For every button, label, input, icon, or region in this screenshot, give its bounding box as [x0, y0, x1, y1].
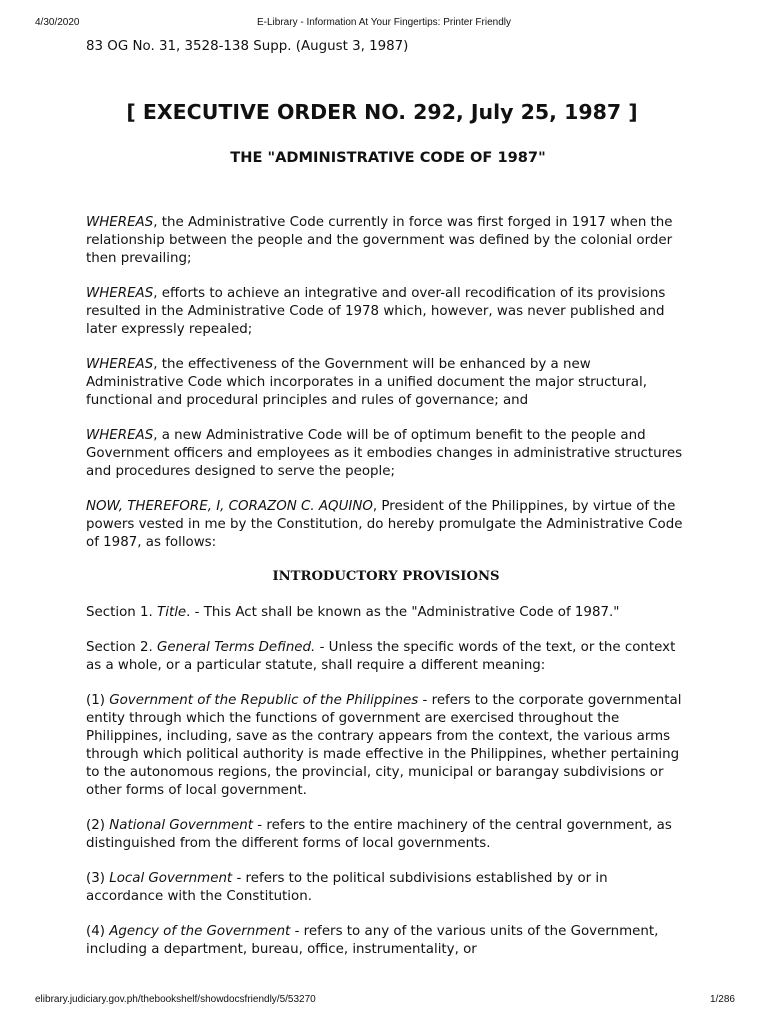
definition-number: (1): [86, 693, 110, 708]
definition-3: [86, 870, 686, 906]
definition-text: - refers to the political subdivisions established by or in accordance with the Constitution.: [86, 871, 608, 904]
definition-term: Local Government: [109, 871, 233, 886]
definition-number: (4): [86, 924, 110, 939]
whereas-lead: WHEREAS: [86, 428, 154, 443]
citation: 83 OG No. 31, 3528-138 Supp. (August 3, 1987): [86, 39, 409, 54]
definition-text: - refers to the entire machinery of the central government, as distinguished from the different forms of local governments.: [86, 818, 672, 851]
section-1: [86, 604, 686, 622]
document-title: [ EXECUTIVE ORDER NO. 292, July 25, 1987 ]: [126, 100, 638, 124]
definition-number: (3): [86, 871, 110, 886]
definition-term: Government of the Republic of the Philippines: [109, 693, 419, 708]
now-therefore-paragraph: [86, 498, 686, 552]
section-prefix: Section 2.: [86, 640, 158, 655]
whereas-text: , a new Administrative Code will be of optimum benefit to the people and Government officers and employees as it embodies changes in administrative structures and procedures designed to serve the people;: [86, 428, 683, 479]
document-subtitle: THE "ADMINISTRATIVE CODE OF 1987": [230, 149, 546, 166]
now-therefore-lead: NOW, THEREFORE, I, CORAZON C. AQUINO: [86, 499, 373, 514]
definition-4: [86, 923, 686, 959]
whereas-text: , the Administrative Code currently in force was first forged in 1917 when the relationship between the people and the government was defined by the colonial order then prevailing;: [86, 215, 673, 266]
section-text: - Unless the specific words of the text, or the context as a whole, or a particular statute, shall require a different meaning:: [86, 640, 676, 673]
whereas-lead: WHEREAS: [86, 357, 154, 372]
print-header-title: E-Library - Information At Your Fingertips: Printer Friendly: [257, 17, 511, 28]
definition-text: - refers to the corporate governmental entity through which the functions of government are exercised throughout the Philippines, including, save as the contrary appears from the context, the various arms through which political authority is made effective in the Philippines, whether pertaining to the autonomous regions, the provincial, city, municipal or barangay subdivisions or other forms of local government.: [86, 693, 682, 798]
whereas-lead: WHEREAS: [86, 286, 154, 301]
whereas-paragraph: [86, 427, 686, 481]
section-term: Title: [157, 605, 187, 620]
print-footer-url: elibrary.judiciary.gov.ph/thebookshelf/showdocsfriendly/5/53270: [35, 994, 316, 1005]
section-term: General Terms Defined.: [157, 640, 316, 655]
section-heading: INTRODUCTORY PROVISIONS: [272, 569, 500, 584]
print-date: 4/30/2020: [35, 17, 80, 28]
section-2: [86, 639, 686, 675]
whereas-text: , the effectiveness of the Government will be enhanced by a new Administrative Code which incorporates in a unified document the major structural, functional and procedural principles and rules of governance; and: [86, 357, 647, 408]
whereas-paragraph: [86, 285, 686, 339]
definition-text: - refers to any of the various units of the Government, including a department, bureau, office, instrumentality, or: [86, 924, 659, 957]
whereas-text: , efforts to achieve an integrative and over-all recodification of its provisions resulted in the Administrative Code of 1978 which, however, was never published and later expressly repealed;: [86, 286, 666, 337]
section-prefix: Section 1.: [86, 605, 158, 620]
now-therefore-text: , President of the Philippines, by virtue of the powers vested in me by the Constitution, do hereby promulgate the Administrative Code of 1987, as follows:: [86, 499, 683, 550]
whereas-paragraph: [86, 214, 686, 268]
section-text: . - This Act shall be known as the "Administrative Code of 1987.": [186, 605, 620, 620]
print-page-number: 1/286: [709, 994, 735, 1005]
document-content: [86, 38, 686, 957]
definition-term: National Government: [109, 818, 254, 833]
definition-1: [86, 692, 686, 800]
whereas-paragraph: [86, 356, 686, 410]
document-body: [86, 214, 686, 976]
definition-2: [86, 817, 686, 853]
definition-term: Agency of the Government: [109, 924, 291, 939]
whereas-lead: WHEREAS: [86, 215, 154, 230]
definition-number: (2): [86, 818, 110, 833]
